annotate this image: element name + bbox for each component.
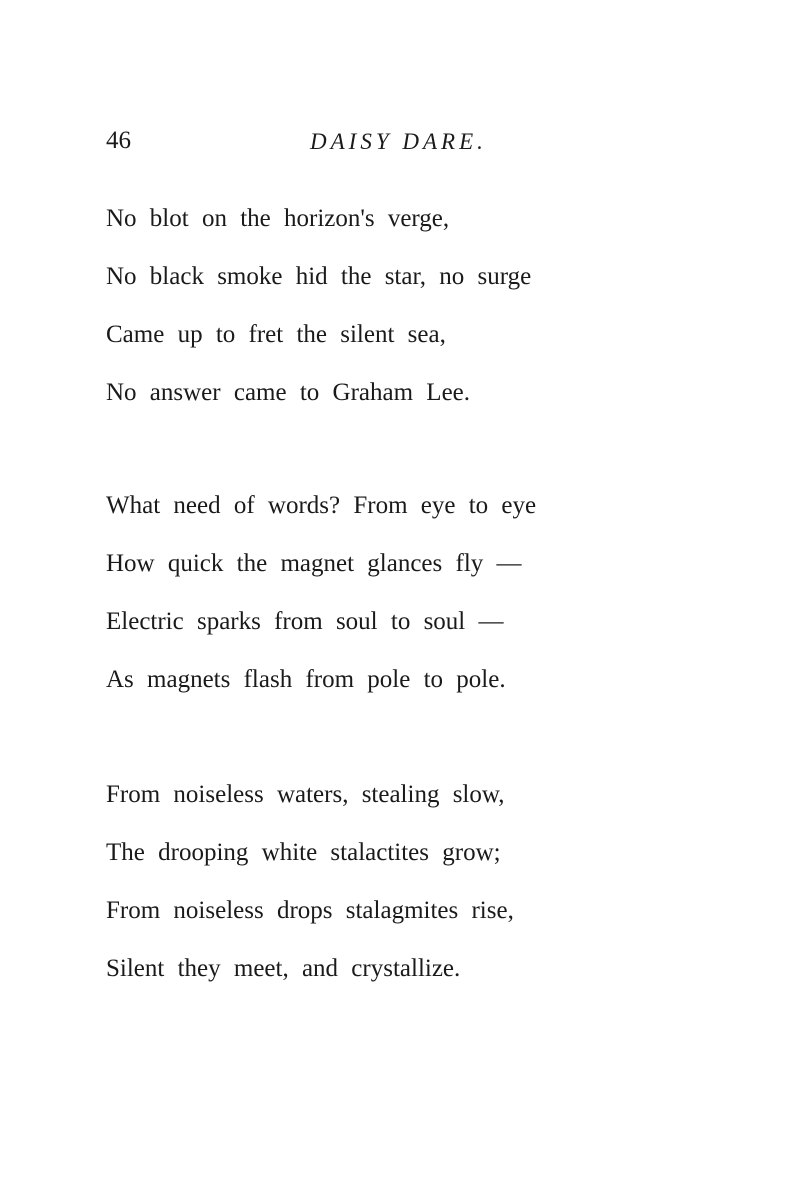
running-title: DAISY DARE.	[310, 129, 487, 154]
verse-line: Silent they meet, and crystallize.	[106, 955, 461, 982]
verse-line: Electric sparks from soul to soul —	[106, 608, 504, 635]
verse-line: How quick the magnet glances fly —	[106, 550, 522, 577]
stanza-1	[106, 190, 531, 422]
verse-line: No black smoke hid the star, no surge	[106, 263, 532, 290]
page-number: 46	[106, 127, 131, 154]
verse-line: What need of words? From eye to eye	[106, 492, 537, 519]
verse-line: Came up to fret the silent sea,	[106, 321, 446, 348]
verse-line: From noiseless drops stalagmites rise,	[106, 897, 514, 924]
stanza-2	[106, 477, 536, 709]
verse-line: The drooping white stalactites grow;	[106, 839, 501, 866]
verse-line: No answer came to Graham Lee.	[106, 379, 471, 406]
verse-line: From noiseless waters, stealing slow,	[106, 781, 505, 808]
verse-line: No blot on the horizon's verge,	[106, 205, 450, 232]
verse-line: As magnets flash from pole to pole.	[106, 666, 506, 693]
stanza-3	[106, 766, 514, 998]
